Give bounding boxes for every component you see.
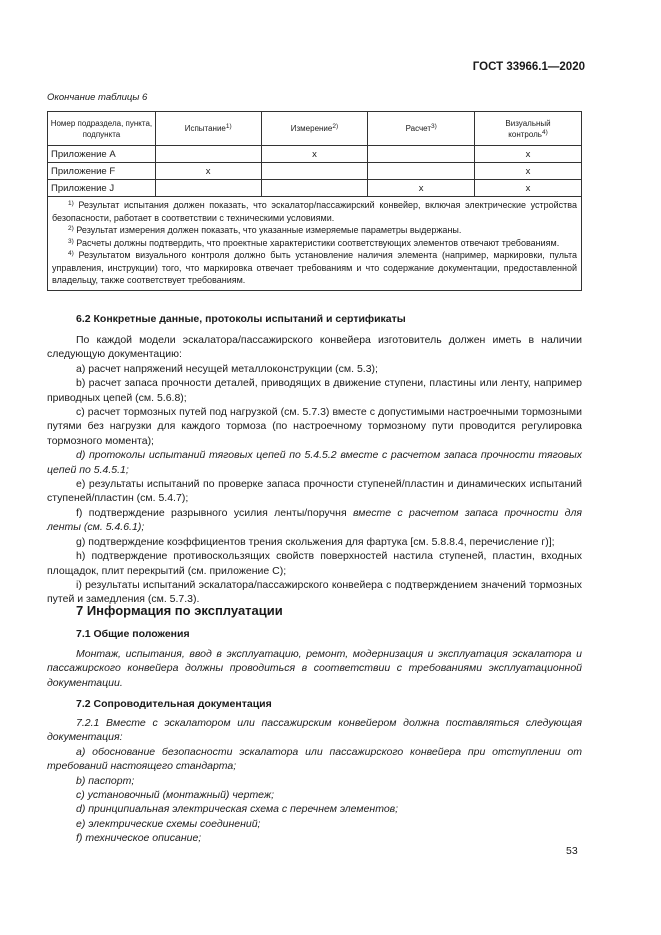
cell-visual: x (475, 146, 582, 163)
standard-code: ГОСТ 33966.1—2020 (472, 61, 585, 73)
list-item: e) электрические схемы соединений; (76, 817, 261, 830)
paragraph: Монтаж, испытания, ввод в эксплуатацию, ремонт, модернизация и эксплуатация эскалатора и пассажирского конвейера должны проводиться в соответствии с требованиями эксплуатационной документации. (47, 648, 582, 689)
table-note: $^{3)}$ Расчеты должны подтвердить, что проектные характеристики соответствующих элементов отвечают требованиям. (68, 237, 560, 248)
list-item: a) расчет напряжений несущей металлоконструкции (см. 5.3); (76, 362, 378, 375)
list-item: b) расчет запаса прочности деталей, приводящих в движение ступени, пластины или ленту, например приводных цепей (см. 5.6.8); (47, 377, 582, 404)
page-number: 53 (566, 845, 578, 857)
list-item: g) подтверждение коэффициентов трения скольжения для фартука [см. 5.8.8.4, перечисление г)]; (76, 535, 555, 548)
section-7-2-heading: 7.2 Сопроводительная документация (76, 698, 272, 710)
cell-visual: x (475, 163, 582, 180)
list-item: d) протоколы испытаний тяговых цепей по 5.4.5.2 вместе с расчетом запаса прочности тяговых цепей по 5.4.5.1; (47, 449, 582, 476)
cell-test: x (155, 163, 261, 180)
cell-visual: x (475, 180, 582, 197)
cell-test (155, 146, 261, 163)
list-item: c) установочный (монтажный) чертеж; (76, 789, 275, 802)
row-label: Приложение J (48, 180, 156, 197)
table-caption: Окончание таблицы 6 (47, 92, 148, 103)
chapter-7-heading: 7 Информация по эксплуатации (76, 603, 283, 618)
list-item: f) подтверждение разрывного усилия ленты/поручня вместе с расчетом запаса прочности для ленты (см. 5.4.6.1); (47, 506, 582, 534)
paragraph: По каждой модели эскалатора/пассажирского конвейера изготовитель должен иметь в наличии следующую документацию: (47, 334, 582, 361)
list-item: b) паспорт; (76, 774, 135, 787)
row-label: Приложение A (48, 146, 156, 163)
cell-test (155, 180, 261, 197)
cell-calc: x (368, 180, 475, 197)
col-header-test: Испытание$^{1)}$ (155, 112, 261, 146)
paragraph: 7.2.1 Вместе с эскалатором или пассажирским конвейером должна поставляться следующая документация: (47, 717, 582, 744)
col-header-calc: Расчет$^{3)}$ (368, 112, 475, 146)
table-notes (48, 197, 582, 291)
section-7-2-body (47, 716, 582, 846)
table-row (48, 163, 582, 180)
cell-calc (368, 163, 475, 180)
row-label: Приложение F (48, 163, 156, 180)
table-notes-row (48, 197, 582, 291)
col-header-section: Номер подраздела, пункта, подпункта (48, 112, 156, 146)
section-6-2-heading: 6.2 Конкретные данные, протоколы испытаний и сертификаты (76, 313, 406, 325)
table-row (48, 146, 582, 163)
list-item: i) результаты испытаний эскалатора/пассажирского конвейера с подтверждением значений тормозных путей и замедления (см. 5.7.3). (47, 578, 582, 606)
table-header-row (48, 112, 582, 146)
table-note: $^{4)}$ Результатом визуального контроля должно быть установление наличия элемента (например, маркировки, пульта управления, инструкции) того, что маркировка отвечает требованиям и что содержание документации, предоставленной владельцу, также соответствует требованиям. (52, 250, 577, 285)
cell-calc (368, 146, 475, 163)
col-header-measure: Измерение$^{2)}$ (261, 112, 368, 146)
section-7-1-heading: 7.1 Общие положения (76, 628, 190, 640)
verification-table (47, 111, 582, 291)
list-item: f) техническое описание; (76, 832, 202, 845)
table-note: $^{2)}$ Результат измерения должен показать, что указанные измеряемые параметры выдержаны. (68, 225, 462, 235)
section-7-1-body (47, 647, 582, 690)
list-item: h) подтверждение противоскользящих свойств поверхностей настила ступеней, пластин, входных площадок, плит перекрытий (см. приложение C); (47, 550, 582, 577)
section-6-2-body (47, 333, 582, 607)
list-item: e) результаты испытаний по проверке запаса прочности ступеней/пластин и динамических испытаний ступеней/пластин (см. 5.4.7); (47, 478, 582, 505)
cell-measure: x (261, 146, 368, 163)
cell-measure (261, 180, 368, 197)
table-note: $^{1)}$ Результат испытания должен показать, что эскалатор/пассажирский конвейер, включая электрические устройства безопасности, работает в соответствии с техническими условиями. (52, 200, 577, 223)
list-item: c) расчет тормозных путей под нагрузкой (см. 5.7.3) вместе с допустимыми настроечными тормозными путями без нагрузки для каждого тормоза (по настроечному тормозному пути проводится регулировка тормозного момента); (47, 406, 582, 447)
list-item: d) принципиальная электрическая схема с перечнем элементов; (76, 803, 399, 816)
table-row (48, 180, 582, 197)
col-header-visual: Визуальный контроль$^{4)}$ (475, 112, 582, 146)
cell-measure (261, 163, 368, 180)
list-item: a) обоснование безопасности эскалатора или пассажирского конвейера при отступлении от требований настоящего стандарта; (47, 745, 582, 773)
